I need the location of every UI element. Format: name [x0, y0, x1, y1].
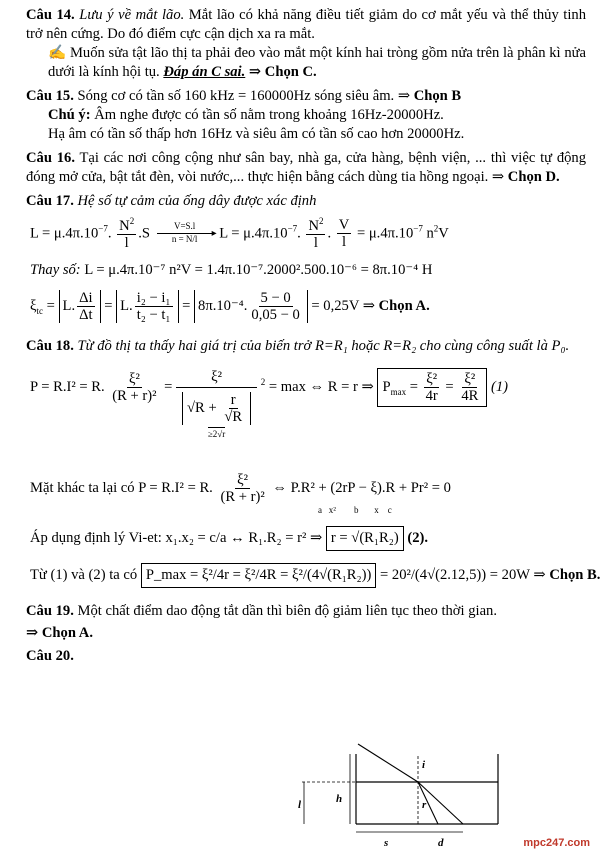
frac-den: t₂ − t₁ — [136, 306, 171, 323]
q18-italic: Từ đồ thị ta thấy hai giá trị của biến trở R=R₁ hoặc R=R₂ cho cùng công suất là P₀. — [73, 337, 570, 354]
frac-den: l — [124, 234, 129, 251]
question-14 — [26, 6, 586, 44]
frac-den: 0,05 − 0 — [251, 306, 300, 323]
q15-line2: Hạ âm có tần số thấp hơn 16Hz và siêu âm có tần số cao hơn 20000Hz. — [48, 125, 465, 142]
question-17 — [26, 192, 586, 211]
q18-line-3 — [30, 526, 586, 551]
q14-italic: Lưu ý về mắt lão. — [79, 7, 185, 23]
footer-watermark: mpc247.com — [523, 836, 590, 849]
q14-text: Mắt lão có khả năng điều tiết giảm do cơ mắt yếu và thể thủy tinh trở nên cứng. Do đó điểm cực cận dịch xa ra mắt. — [26, 7, 586, 42]
question-20-label: Câu 20. — [26, 648, 74, 665]
frac-den: (R + r)² — [220, 488, 265, 505]
q15-note-label: Chú ý: — [48, 106, 91, 123]
fraction — [222, 392, 244, 425]
frac-den: (R + r)² — [112, 387, 157, 404]
eq-text: = 0,25V ⇒ — [311, 297, 379, 314]
pencil-icon: ✍ — [48, 44, 67, 61]
abs-value — [194, 290, 308, 323]
frac-den: l — [313, 234, 318, 251]
arrow-bottom-text: n = — [171, 234, 184, 245]
q14-note — [48, 44, 586, 82]
eq-text: = 20²/(4√(2.12,5)) = 20W ⇒ — [380, 567, 550, 584]
q17-italic: Hệ số tự cảm của ống dây được xác định — [73, 192, 317, 209]
frac-num: N — [119, 217, 130, 234]
q18-line-2 — [30, 472, 586, 505]
fraction — [135, 290, 173, 323]
subst-label: Thay số: — [30, 261, 81, 278]
frac-den: √R — [224, 408, 243, 425]
eq-text: P = R.I² = R. — [138, 479, 213, 496]
q14-answer-note: Đáp án C sai. — [163, 63, 246, 80]
eq-text: V — [438, 225, 449, 241]
eq-exp: −7 — [98, 223, 108, 234]
q18-label: Câu 18. — [26, 337, 74, 354]
arrow-top: V=S.l — [173, 221, 196, 232]
frac-num: ξ² — [237, 471, 249, 488]
frac-num: ξ² — [464, 370, 476, 387]
q14-note-text: Muốn sửa tật lão thị ta phải đeo vào mắt một kính hai tròng gồm nửa trên là phân kì nửa dưới là kính hội tụ. — [48, 44, 587, 80]
q19-choose: ⇒ Chọn A. — [26, 625, 93, 642]
q15-note — [48, 106, 586, 125]
eq-exp: −7 — [413, 223, 423, 234]
frac-num: Δi — [79, 289, 93, 306]
fraction — [219, 472, 267, 505]
refracted-ray — [418, 782, 438, 824]
eq-text: x₁.x₂ = c/a ↔ R₁.R₂ = r² ⇒ — [165, 530, 323, 547]
label-l: l — [298, 799, 302, 811]
pmax-box: $P_{max}$ = $\frac{\text{ξ²}}{4r}$ = $\frac{\text{ξ²}}{4R}$ — [377, 368, 487, 407]
frac-den: 4r — [425, 387, 438, 404]
q18-equation-1 — [30, 364, 586, 460]
big-frac-den — [176, 387, 257, 441]
eq-text: P = R.I² = R. — [30, 378, 105, 395]
arrow-bottom: n = N/l — [171, 234, 198, 245]
vieta-box: r = √(R₁R₂) — [326, 526, 404, 551]
question-19 — [26, 602, 586, 621]
eq-text: P — [382, 378, 391, 395]
q18-line-4 — [30, 563, 600, 588]
fraction — [337, 217, 352, 250]
frac-num: ξ² — [128, 370, 140, 387]
eq-text: L = μ.4π.10 — [30, 225, 99, 241]
q17-choose: Chọn A. — [378, 297, 430, 314]
arrow-line: ▸ — [157, 233, 213, 234]
q17-substitution — [30, 261, 586, 280]
eq-text: L = μ.4π.10 — [219, 225, 288, 241]
fraction: $\frac{N^2}{l}$ — [119, 215, 135, 251]
q17-label: Câu 17. — [26, 192, 74, 209]
q16-label: Câu 16. — [26, 149, 75, 166]
eq-text: = max ⇔ R = r ⇒ — [268, 378, 374, 395]
fraction — [110, 371, 158, 404]
eq-text: Mặt khác ta lại có — [30, 479, 135, 496]
paren-sqrt — [182, 392, 251, 425]
q19-text: Một chất điểm dao động tắt dần thì biên độ giảm liên tục theo thời gian. — [73, 603, 497, 620]
fraction — [424, 371, 440, 404]
incident-ray — [358, 744, 418, 782]
q15-note-text: Âm nghe được có tần số nằm trong khoảng 16Hz-20000Hz. — [90, 106, 444, 123]
q14-label: Câu 14. — [26, 7, 75, 23]
q15-label: Câu 15. — [26, 87, 74, 104]
eq-text: n — [426, 225, 434, 241]
eq-text: L. — [120, 297, 133, 314]
frac-num: N — [308, 217, 319, 234]
frac-num: V — [338, 217, 350, 234]
eq-text: Từ (1) và (2) ta có — [30, 567, 138, 584]
label-i: i — [422, 759, 426, 771]
label-r: r — [422, 799, 427, 811]
frac-den: Δt — [79, 306, 93, 323]
eq-text: Áp dụng định lý Vi-et: — [30, 530, 162, 547]
eq-text: .S — [138, 225, 150, 241]
eq-text: ⇔ P.R² + (2rP − ξ).R + Pr² = 0 — [272, 479, 451, 496]
underbrace-labels: a x² b x c — [318, 504, 392, 515]
q19-label: Câu 19. — [26, 603, 74, 620]
frac-num: ξ² — [426, 370, 438, 387]
question-18 — [26, 337, 586, 356]
question-15 — [26, 87, 586, 106]
document-page — [26, 6, 600, 666]
frac-num: i₂ − i₁ — [136, 289, 171, 306]
fraction — [459, 371, 480, 404]
fraction: $\frac{N^2}{l}$ — [308, 215, 324, 251]
eq-exp: −7 — [287, 223, 298, 234]
eq-text: L. — [62, 297, 76, 314]
eq-sub: tc — [36, 305, 44, 316]
frac-den: 4R — [461, 387, 479, 404]
frac-den: l — [342, 234, 347, 251]
big-fraction — [176, 368, 257, 441]
refraction-figure — [298, 742, 508, 850]
q15-text: Sóng cơ có tần số 160 kHz = 160000Hz sóng siêu âm. ⇒ — [73, 87, 414, 104]
abs-value — [59, 290, 101, 323]
q15-choose: Chọn B — [413, 87, 462, 104]
eq-sub: max — [390, 386, 407, 397]
fraction — [77, 290, 94, 323]
result-box: P_max = ξ²/4r = ξ²/4R = ξ²/(4√(R₁R₂)) — [141, 563, 377, 588]
eq-tag: (1) — [491, 378, 509, 395]
label-h: h — [336, 793, 343, 805]
arrow-annotation — [157, 221, 217, 245]
eq-tag: (2). — [407, 530, 429, 547]
frac-num: r — [230, 391, 236, 408]
underbrace-label: ≥2√r — [207, 428, 226, 439]
q18-choose: Chọn B. — [549, 567, 600, 584]
label-s: s — [384, 837, 389, 849]
eq-text: = μ.4π.10 — [356, 225, 414, 241]
eq-text: 8π.10⁻⁴. — [198, 297, 248, 314]
q18-eq1-top: P = R.I² = R. $\frac{\text{ξ²}}{\text{(R + r)²}}$ = ξ² √R + $\frac{r}{√R}$ ≥2√r $^2$ = max ⇔ R = r ⇒ $P_{max}$ = $\frac{\text{ξ²}}{4r}$ = $\frac{\text{ξ²}}{4R}$ (1) — [30, 368, 509, 439]
eq-text: ξ — [30, 297, 37, 314]
q17-equation-3: $\xi_{tc} = L$. $\frac{\Delta i}{\Delta t}$ = L. $\frac{\text{i₂ − i₁}}{\text{t₂ − t₁}}$ = 8π.10⁻⁴. $\frac{5 - 0}{0,05 - 0}$ = 0,25V ⇒ Chọn A. — [30, 289, 430, 323]
q16-choose: Chọn D. — [507, 168, 560, 185]
q14-choose: ⇒ Chọn C. — [245, 63, 317, 80]
subst-equation: L = μ.4π.10⁻⁷ n²V = 1.4π.10⁻⁷.2000².500.10⁻⁶ = 8π.10⁻⁴ H — [84, 261, 433, 278]
frac-num: 5 − 0 — [260, 289, 291, 306]
q17-equation-1: $L = \mu.4\pi.10^{-7}$. $\frac{N^2}{l}$ .S V=S.l ▸ n = N/l $L = \mu.4\pi.10^{-7}$. $\frac{N^2}{l}$ . $\frac{V}{l}$ = $\mu.4\pi.10^{-7}$ $n^2V$ — [30, 215, 449, 251]
eq-text: √R + — [187, 399, 221, 416]
label-d: d — [438, 837, 444, 849]
frac-num: ξ² — [211, 368, 222, 385]
fraction — [249, 290, 301, 323]
question-16 — [26, 149, 586, 187]
q16-text: Tại các nơi công cộng như sân bay, nhà ga, cửa hàng, bệnh viện, ... thì việc tự động đóng mở cửa, bật tắt đèn, vòi nước,... thực hiện bằng cách dùng tia hồng ngoại. ⇒ — [26, 149, 587, 185]
abs-value — [116, 290, 178, 323]
